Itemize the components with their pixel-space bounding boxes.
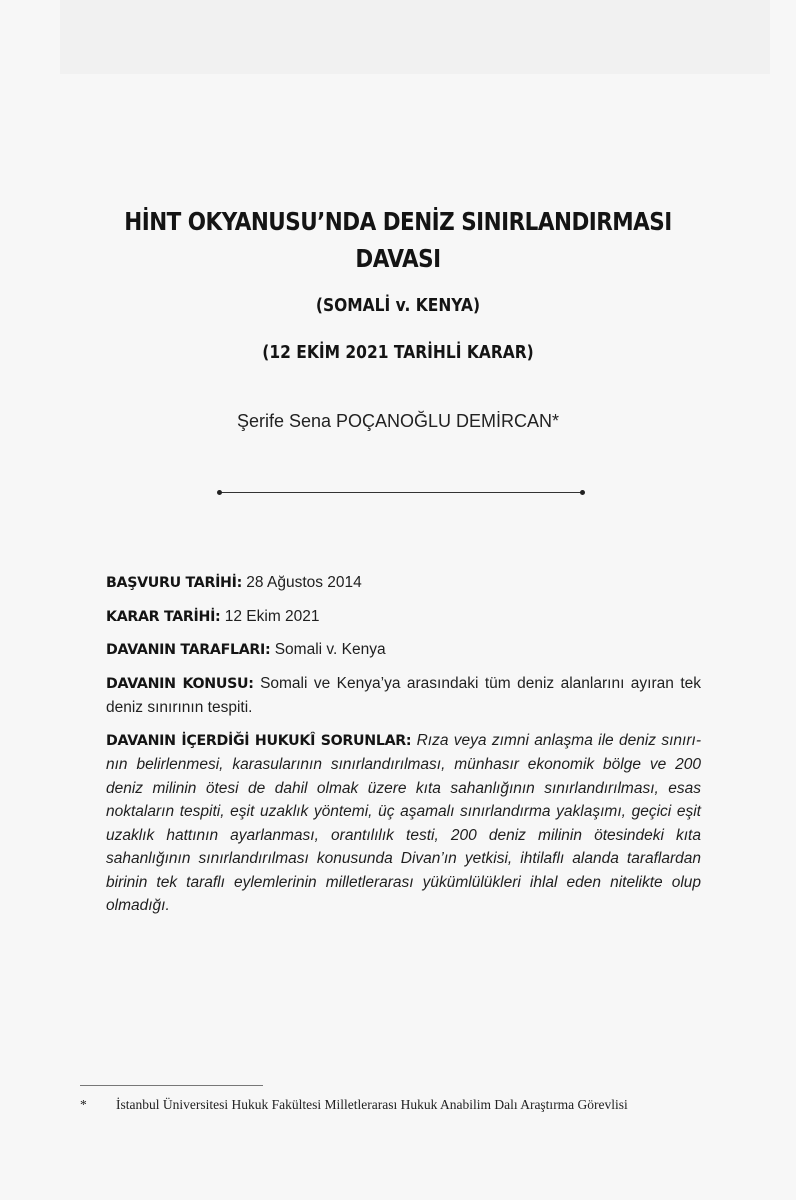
- case-parties-subtitle: (SOMALİ v. KENYA): [315, 295, 481, 316]
- legal-issues-value: Rıza veya zımni anlaşma ile deniz sınırının belirlenmesi, karasularının sınırlandırılması, münhasır ekonomik bölge ve 200 deniz milinin ötesi de dahil olmak üzere kıta sahanlığının sınırlandırılması, esas noktaların tespiti, eşit uzaklık yöntemi, üç aşamalı sınırlandırma yaklaşımı, geçici eşit uzaklık hattının ayarlanması, orantılılık testi, 200 deniz milinin ötesindeki kıta sahanlığının sınırlandırılması konusunda Divan’ın yetkisi, ihtilaflı alanda taraflardan birinin tek taraflı eylemlerinin milletlerarası yükümlülükleri ihlal eden nitelikte olup olmadığı.: [106, 731, 701, 914]
- case-info-fields: [106, 571, 701, 927]
- footnote-marker: *: [80, 1097, 87, 1112]
- legal-issues-field: [106, 729, 701, 918]
- subject-field: [106, 672, 701, 720]
- decision-date-value: 12 Ekim 2021: [224, 607, 320, 625]
- article-title-line-1: HİNT OKYANUSU’NDA DENİZ SINIRLANDIRMASI: [124, 207, 672, 236]
- legal-issues-label: DAVANIN İÇERDİĞİ HUKUKÎ SORUNLAR:: [106, 732, 412, 749]
- section-divider: [219, 492, 583, 493]
- article-title: [107, 203, 688, 277]
- article-title-line-2: DAVASI: [355, 244, 441, 273]
- decision-date-subtitle: (12 EKİM 2021 TARİHLİ KARAR): [262, 342, 534, 363]
- divider-dot-right: [580, 490, 585, 495]
- parties-label: DAVANIN TARAFLARI:: [106, 642, 271, 658]
- divider-dot-left: [217, 490, 222, 495]
- decision-date-label: KARAR TARİHİ:: [106, 608, 221, 625]
- footnote: [80, 1096, 730, 1114]
- author-name: Şerife Sena POÇANOĞLU DEMİRCAN*: [236, 411, 560, 431]
- footnote-rule: [80, 1085, 263, 1086]
- application-date-field: [106, 571, 701, 596]
- footnote-text: İstanbul Üniversitesi Hukuk Fakültesi Milletlerarası Hukuk Anabilim Dalı Araştırma Görevlisi: [116, 1097, 628, 1112]
- subject-label: DAVANIN KONUSU:: [106, 675, 254, 692]
- decision-date-field: [106, 605, 701, 630]
- parties-value: Somali v. Kenya: [274, 641, 386, 658]
- subject-value: Somali ve Kenya’ya arasındaki tüm deniz alanlarını ayıran tek deniz sınırının tespiti.: [106, 674, 702, 716]
- application-date-value: 28 Ağustos 2014: [246, 574, 362, 591]
- application-date-label: BAŞVURU TARİHİ:: [106, 575, 242, 591]
- parties-field: [106, 638, 701, 663]
